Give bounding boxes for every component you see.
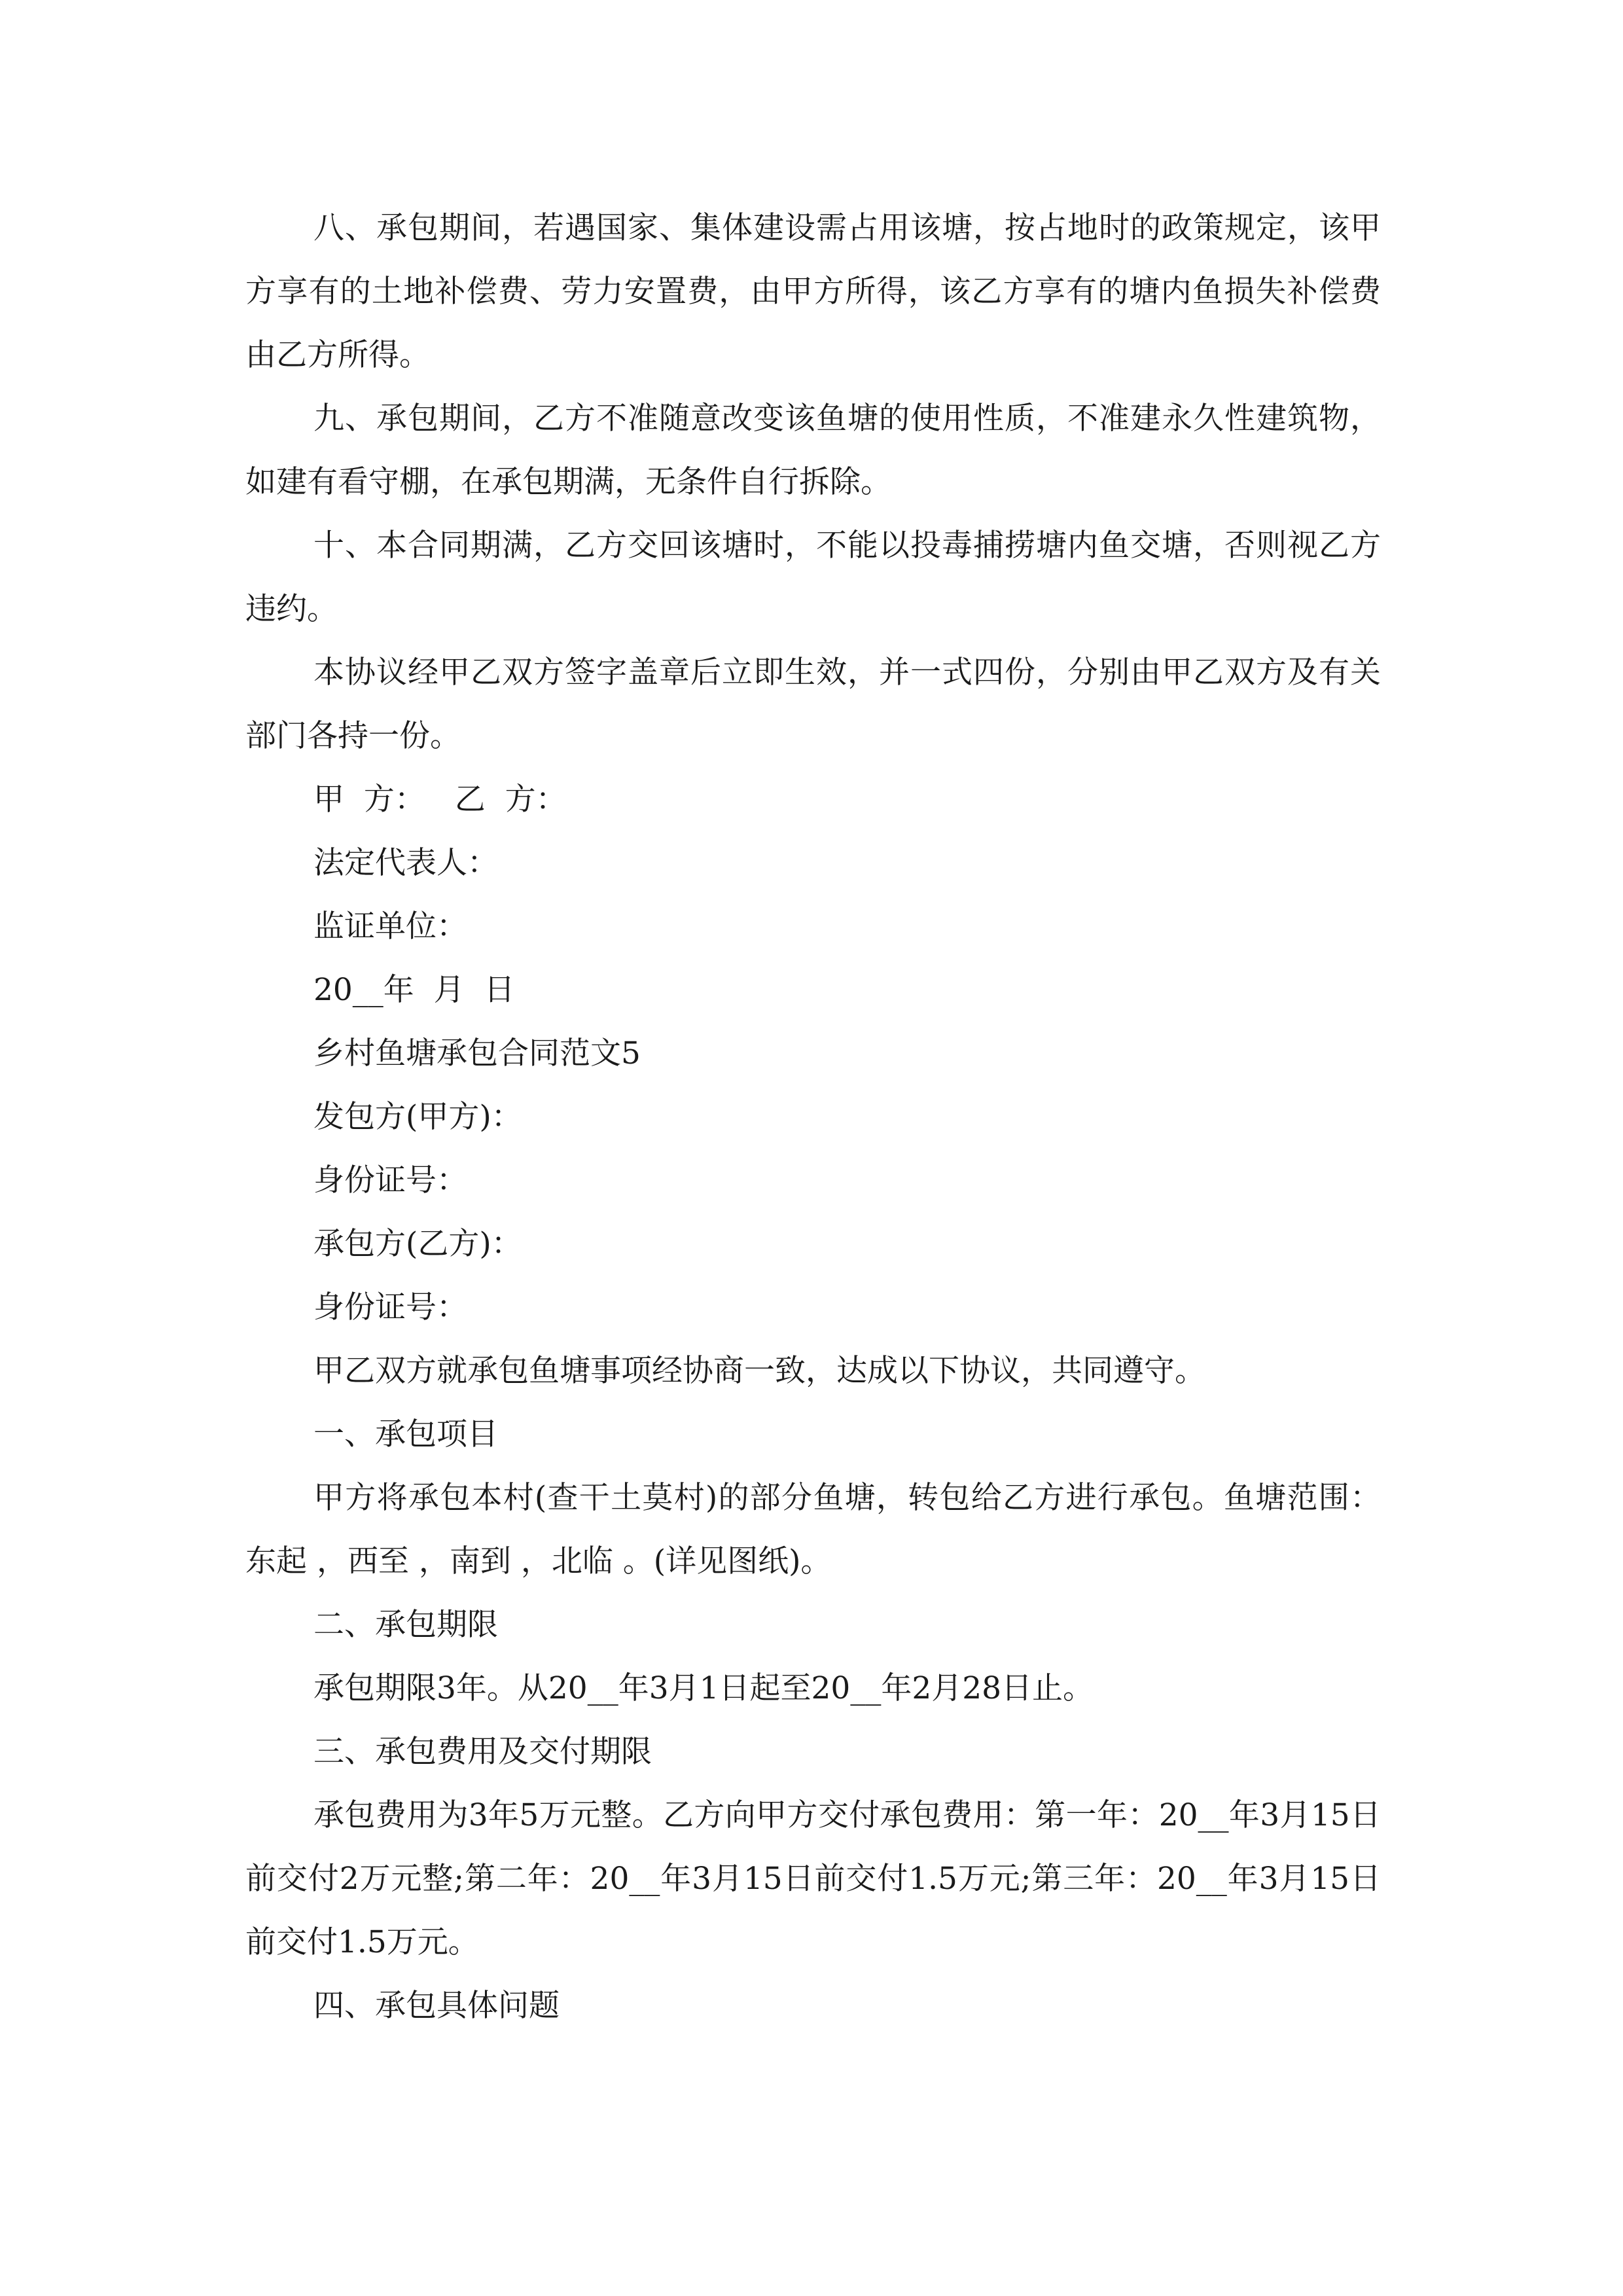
party-a-id: 身份证号： bbox=[313, 1162, 467, 1198]
section-1-body: 甲方将承包本村(查干土莫村)的部分鱼塘，转包给乙方进行承包。鱼塘范围：东起 ，西至 ，南到 ，北临 。(详见图纸)。 bbox=[245, 1480, 1381, 1579]
signature-parties: 甲 方： 乙 方： bbox=[313, 781, 567, 817]
section-2-body: 承包期限3年。从20__年3月1日起至20__年2月28日止。 bbox=[313, 1670, 1094, 1706]
section-3-heading: 三、承包费用及交付期限 bbox=[313, 1734, 652, 1770]
section-2-heading: 二、承包期限 bbox=[313, 1607, 498, 1643]
section-3-body: 承包费用为3年5万元整。乙方向甲方交付承包费用：第一年：20__年3月15日前交付2万元整;第二年：20__年3月15日前交付1.5万元;第三年：20__年3月15日前交付1.5万元。 bbox=[245, 1797, 1381, 1960]
effect-clause: 本协议经甲乙双方签字盖章后立即生效，并一式四份，分别由甲乙双方及有关部门各持一份。 bbox=[245, 655, 1381, 754]
signature-witness: 监证单位： bbox=[313, 908, 467, 944]
party-b-label: 承包方(乙方)： bbox=[313, 1226, 522, 1262]
document-page bbox=[245, 196, 1381, 2037]
agreement-statement: 甲乙双方就承包鱼塘事项经协商一致，达成以下协议，共同遵守。 bbox=[313, 1353, 1205, 1389]
clause-9: 九、承包期间，乙方不准随意改变该鱼塘的使用性质，不准建永久性建筑物，如建有看守棚，在承包期满，无条件自行拆除。 bbox=[245, 401, 1381, 500]
party-b-id: 身份证号： bbox=[313, 1289, 467, 1325]
contract-title: 乡村鱼塘承包合同范文5 bbox=[313, 1035, 641, 1071]
signature-legal-rep: 法定代表人： bbox=[313, 845, 498, 881]
party-a-label: 发包方(甲方)： bbox=[313, 1099, 522, 1135]
clause-8: 八、承包期间，若遇国家、集体建设需占用该塘，按占地时的政策规定，该甲方享有的土地补偿费、劳力安置费，由甲方所得，该乙方享有的塘内鱼损失补偿费由乙方所得。 bbox=[245, 210, 1381, 373]
signature-date: 20__年 月 日 bbox=[313, 972, 515, 1008]
section-1-heading: 一、承包项目 bbox=[313, 1416, 498, 1452]
section-4-heading: 四、承包具体问题 bbox=[313, 1988, 560, 2024]
clause-10: 十、本合同期满，乙方交回该塘时，不能以投毒捕捞塘内鱼交塘，否则视乙方违约。 bbox=[245, 528, 1381, 627]
